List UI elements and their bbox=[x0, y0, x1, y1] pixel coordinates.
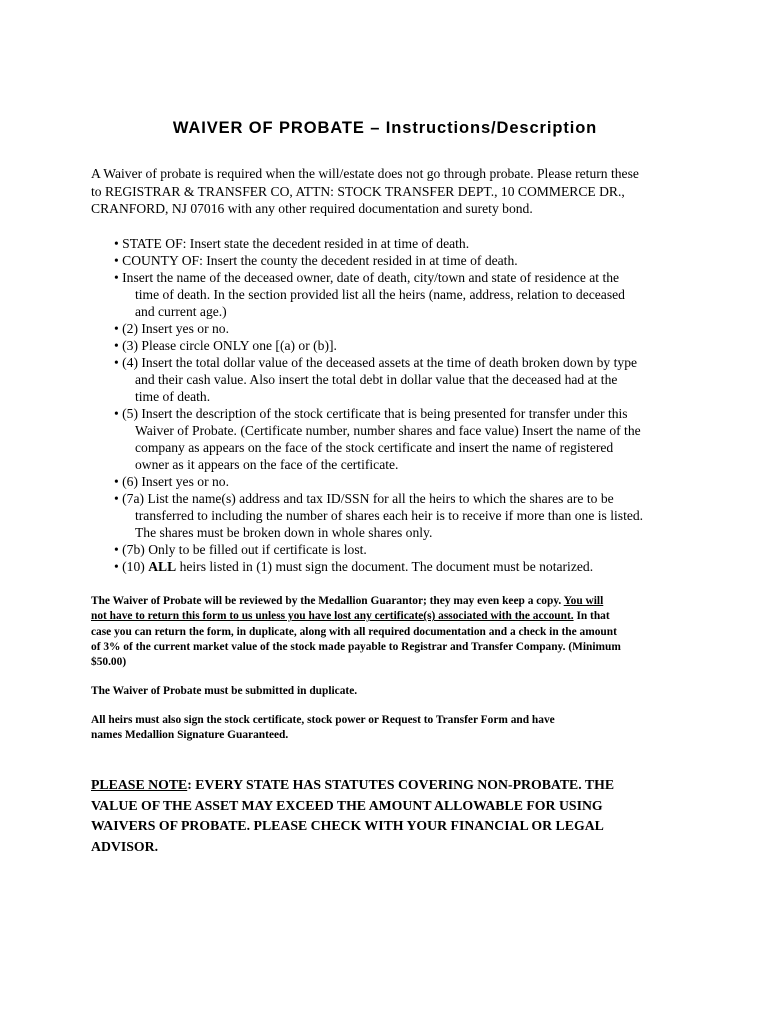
page-title: WAIVER OF PROBATE – Instructions/Description bbox=[172, 119, 598, 137]
intro-paragraph bbox=[91, 165, 691, 218]
instruction-item-3: • (3) Please circle ONLY one [(a) or (b)]. bbox=[114, 338, 337, 353]
duplicate-paragraph: The Waiver of Probate must be submitted in duplicate. bbox=[91, 685, 358, 697]
intro-line: CRANFORD, NJ 07016 with any other required documentation and surety bond. bbox=[91, 201, 533, 217]
intro-line: A Waiver of probate is required when the will/estate does not go through probate. Please return these bbox=[91, 166, 639, 181]
instruction-item-county: • COUNTY OF: Insert the county the decedent resided in at time of death. bbox=[114, 253, 518, 268]
instruction-item-7a: • (7a) List the name(s) address and tax ID/SSN for all the heirs to which the shares are to be transferred to including the number of shares each heir is to receive if more than one is listed. The shares must be broken down in whole shares only. bbox=[114, 491, 644, 540]
medallion-paragraph: The Waiver of Probate will be reviewed by the Medallion Guarantor; they may even keep a copy. You will not have to return this form to us unless you have lost any certificate(s) associated with the account. In that case you can return the form, in duplicate, along with all required documentation and a check in the amount of 3% of the current market value of the stock made payable to Registrar and Transfer Company. (Minimum $50.00) bbox=[91, 595, 621, 669]
instruction-item-7b: • (7b) Only to be filled out if certificate is lost. bbox=[114, 542, 367, 557]
heirs-paragraph: All heirs must also sign the stock certificate, stock power or Request to Transfer Form and have names Medallion Signature Guaranteed. bbox=[91, 714, 555, 742]
instruction-list bbox=[114, 235, 714, 575]
intro-line: to REGISTRAR & TRANSFER CO, ATTN: STOCK TRANSFER DEPT., 10 COMMERCE DR., bbox=[91, 183, 625, 199]
instruction-item-owner: • Insert the name of the deceased owner, date of death, city/town and state of residence at the time of death. In the section provided list all the heirs (name, address, relation to deceased and current age.) bbox=[114, 270, 625, 319]
emphasis-all: ALL bbox=[148, 559, 177, 574]
instruction-item-6: • (6) Insert yes or no. bbox=[114, 474, 229, 489]
please-note-label: PLEASE NOTE bbox=[91, 777, 188, 792]
instruction-item-2: • (2) Insert yes or no. bbox=[114, 321, 229, 336]
instruction-item-5: • (5) Insert the description of the stock certificate that is being presented for transfer under this Waiver of Probate. (Certificate number, number shares and face value) Insert the name of the company as appears on the face of the stock certificate and insert the name of registered owner as it appears on the face of the certificate. bbox=[114, 406, 641, 472]
instruction-item-state: • STATE OF: Insert state the decedent resided in at time of death. bbox=[114, 236, 470, 251]
please-note-paragraph: PLEASE NOTE: EVERY STATE HAS STATUTES COVERING NON-PROBATE. THE VALUE OF THE ASSET MAY EXCEED THE AMOUNT ALLOWABLE FOR USING WAIVERS OF PROBATE. PLEASE CHECK WITH YOUR FINANCIAL OR LEGAL ADVISOR. bbox=[91, 777, 615, 854]
instruction-item-4: • (4) Insert the total dollar value of the deceased assets at the time of death broken down by type and their cash value. Also insert the total debt in dollar value that the deceased had at the time of death. bbox=[114, 355, 638, 404]
instruction-item-10: • (10) ALL heirs listed in (1) must sign the document. The document must be notarized. bbox=[114, 559, 594, 574]
